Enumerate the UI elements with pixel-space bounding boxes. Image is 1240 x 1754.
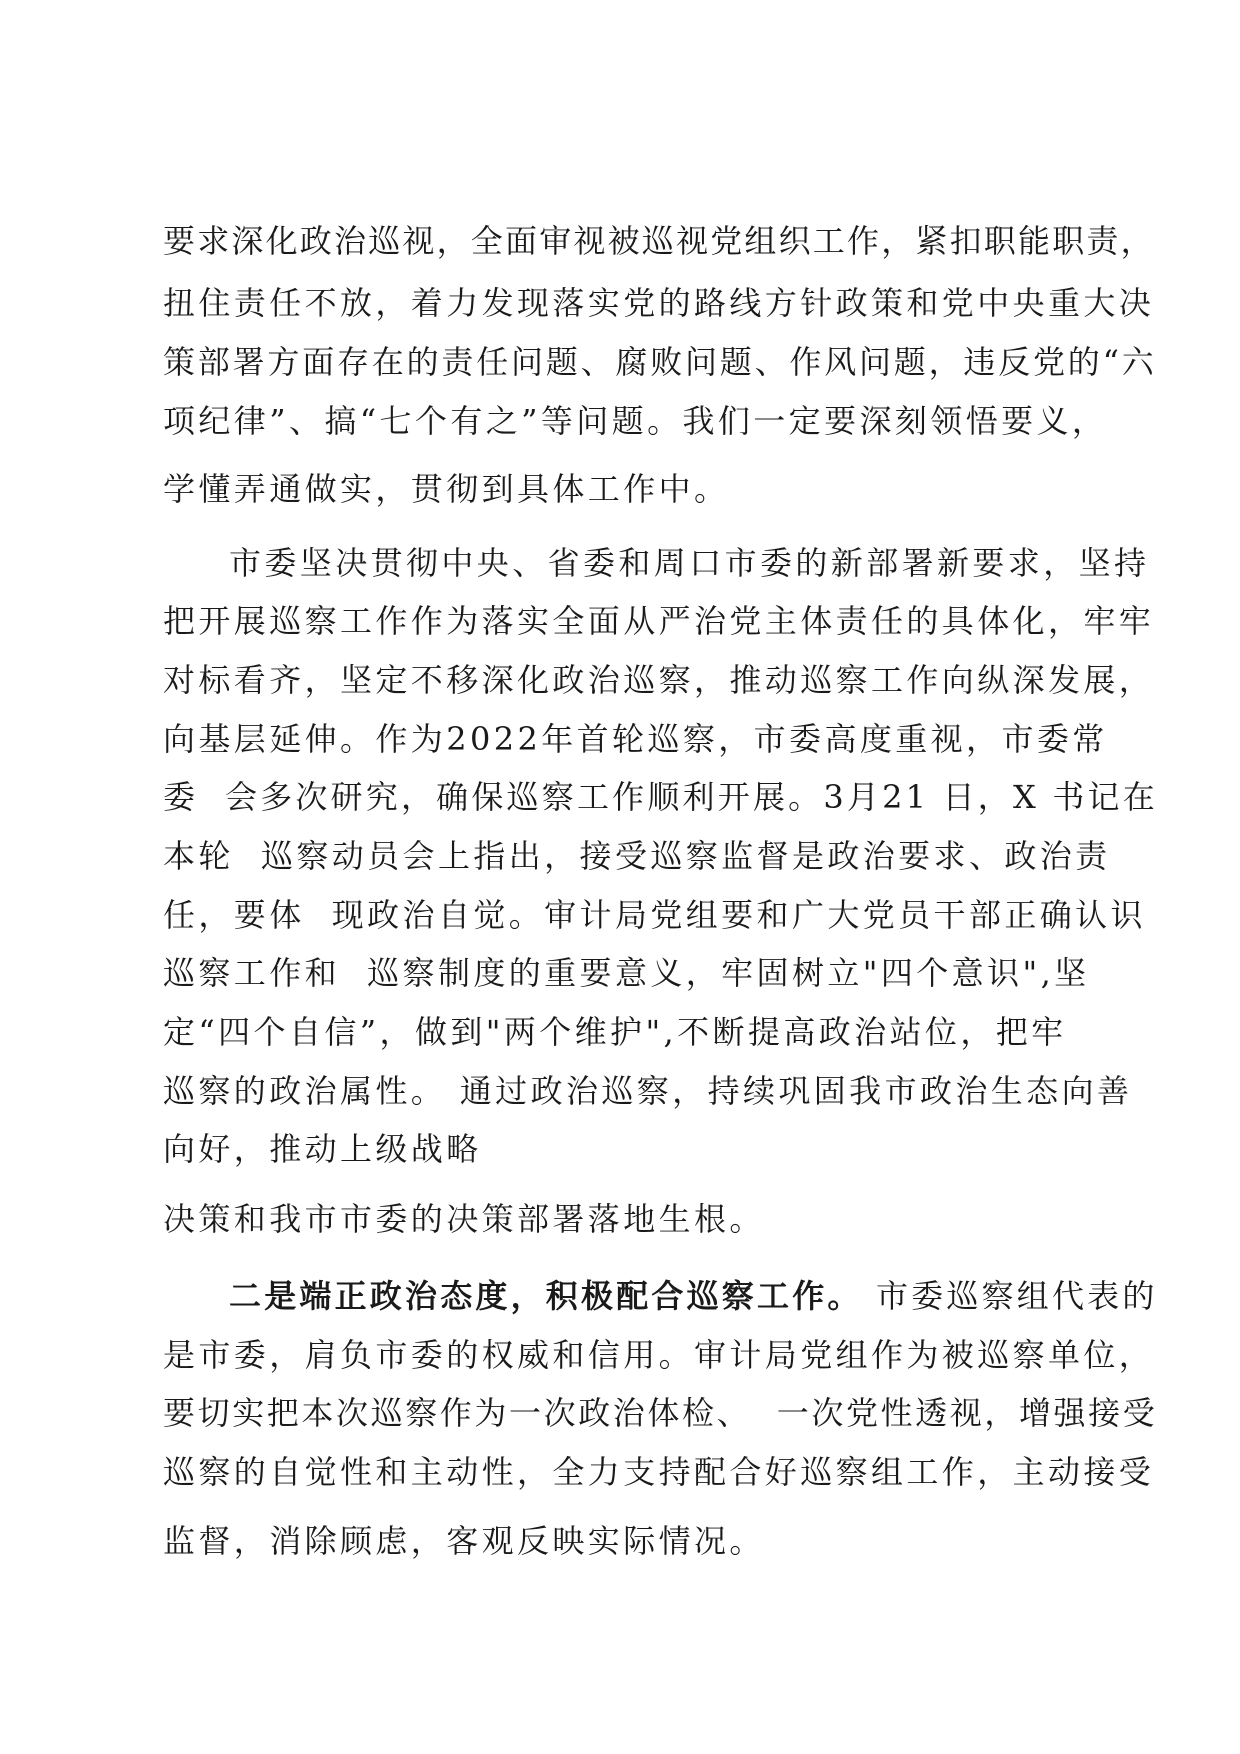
paragraph-3-line-5: 监督，消除顾虑，客观反映实际情况。 bbox=[163, 1522, 765, 1560]
paragraph-2-line-8: 巡察工作和 巡察制度的重要意义，牢固树立"四个意识",坚 bbox=[163, 954, 1090, 992]
paragraph-1-line-1: 要求深化政治巡视，全面审视被巡视党组织工作，紧扣职能职责， bbox=[163, 222, 1155, 260]
paragraph-3-line-4: 巡察的自觉性和主动性，全力支持配合好巡察组工作，主动接受 bbox=[163, 1453, 1155, 1491]
paragraph-2-line-3: 对标看齐，坚定不移深化政治巡察，推动巡察工作向纵深发展， bbox=[163, 661, 1155, 699]
paragraph-2-line-7: 任，要体 现政治自觉。审计局党组要和广大党员干部正确认识 bbox=[163, 896, 1146, 934]
paragraph-2-line-9: 定“四个自信”，做到"两个维护",不断提高政治站位，把牢 bbox=[163, 1013, 1067, 1051]
paragraph-2-line-1: 市委坚决贯彻中央、省委和周口市委的新部署新要求，坚持 bbox=[229, 544, 1150, 582]
paragraph-2-line-2: 把开展巡察工作作为落实全面从严治党主体责任的具体化，牢牢 bbox=[163, 602, 1155, 640]
paragraph-1-line-5: 学懂弄通做实，贯彻到具体工作中。 bbox=[163, 470, 730, 508]
paragraph-3-line-1 bbox=[229, 1276, 1158, 1316]
paragraph-3-line-3: 要切实把本次巡察作为一次政治体检、 一次党性透视，增强接受 bbox=[163, 1394, 1158, 1432]
paragraph-2-line-6: 本轮 巡察动员会上指出，接受巡察监督是政治要求、政治责 bbox=[163, 837, 1111, 875]
paragraph-1-line-4: 项纪律”、搞“七个有之”等问题。我们一定要深刻领悟要义， bbox=[163, 402, 1108, 440]
section-heading: 二是端正政治态度，积极配合巡察工作。 bbox=[229, 1277, 863, 1315]
paragraph-1-line-2: 扭住责任不放，着力发现落实党的路线方针政策和党中央重大决 bbox=[163, 284, 1155, 322]
paragraph-2-line-5: 委 会多次研究，确保巡察工作顺利开展。3月21 日，X 书记在 bbox=[163, 778, 1158, 816]
paragraph-2-line-10: 巡察的政治属性。 通过政治巡察，持续巩固我市政治生态向善 bbox=[163, 1072, 1133, 1110]
paragraph-3-line-1-rest: 市委巡察组代表的 bbox=[862, 1277, 1158, 1315]
paragraph-2-line-12: 决策和我市市委的决策部署落地生根。 bbox=[163, 1200, 765, 1238]
paragraph-3-line-2: 是市委，肩负市委的权威和信用。审计局党组作为被巡察单位， bbox=[163, 1336, 1155, 1374]
paragraph-2-line-11: 向好，推动上级战略 bbox=[163, 1130, 482, 1168]
paragraph-2-line-4: 向基层延伸。作为2022年首轮巡察，市委高度重视，市委常 bbox=[163, 720, 1108, 758]
paragraph-1-line-3: 策部署方面存在的责任问题、腐败问题、作风问题，违反党的“六 bbox=[163, 343, 1157, 381]
